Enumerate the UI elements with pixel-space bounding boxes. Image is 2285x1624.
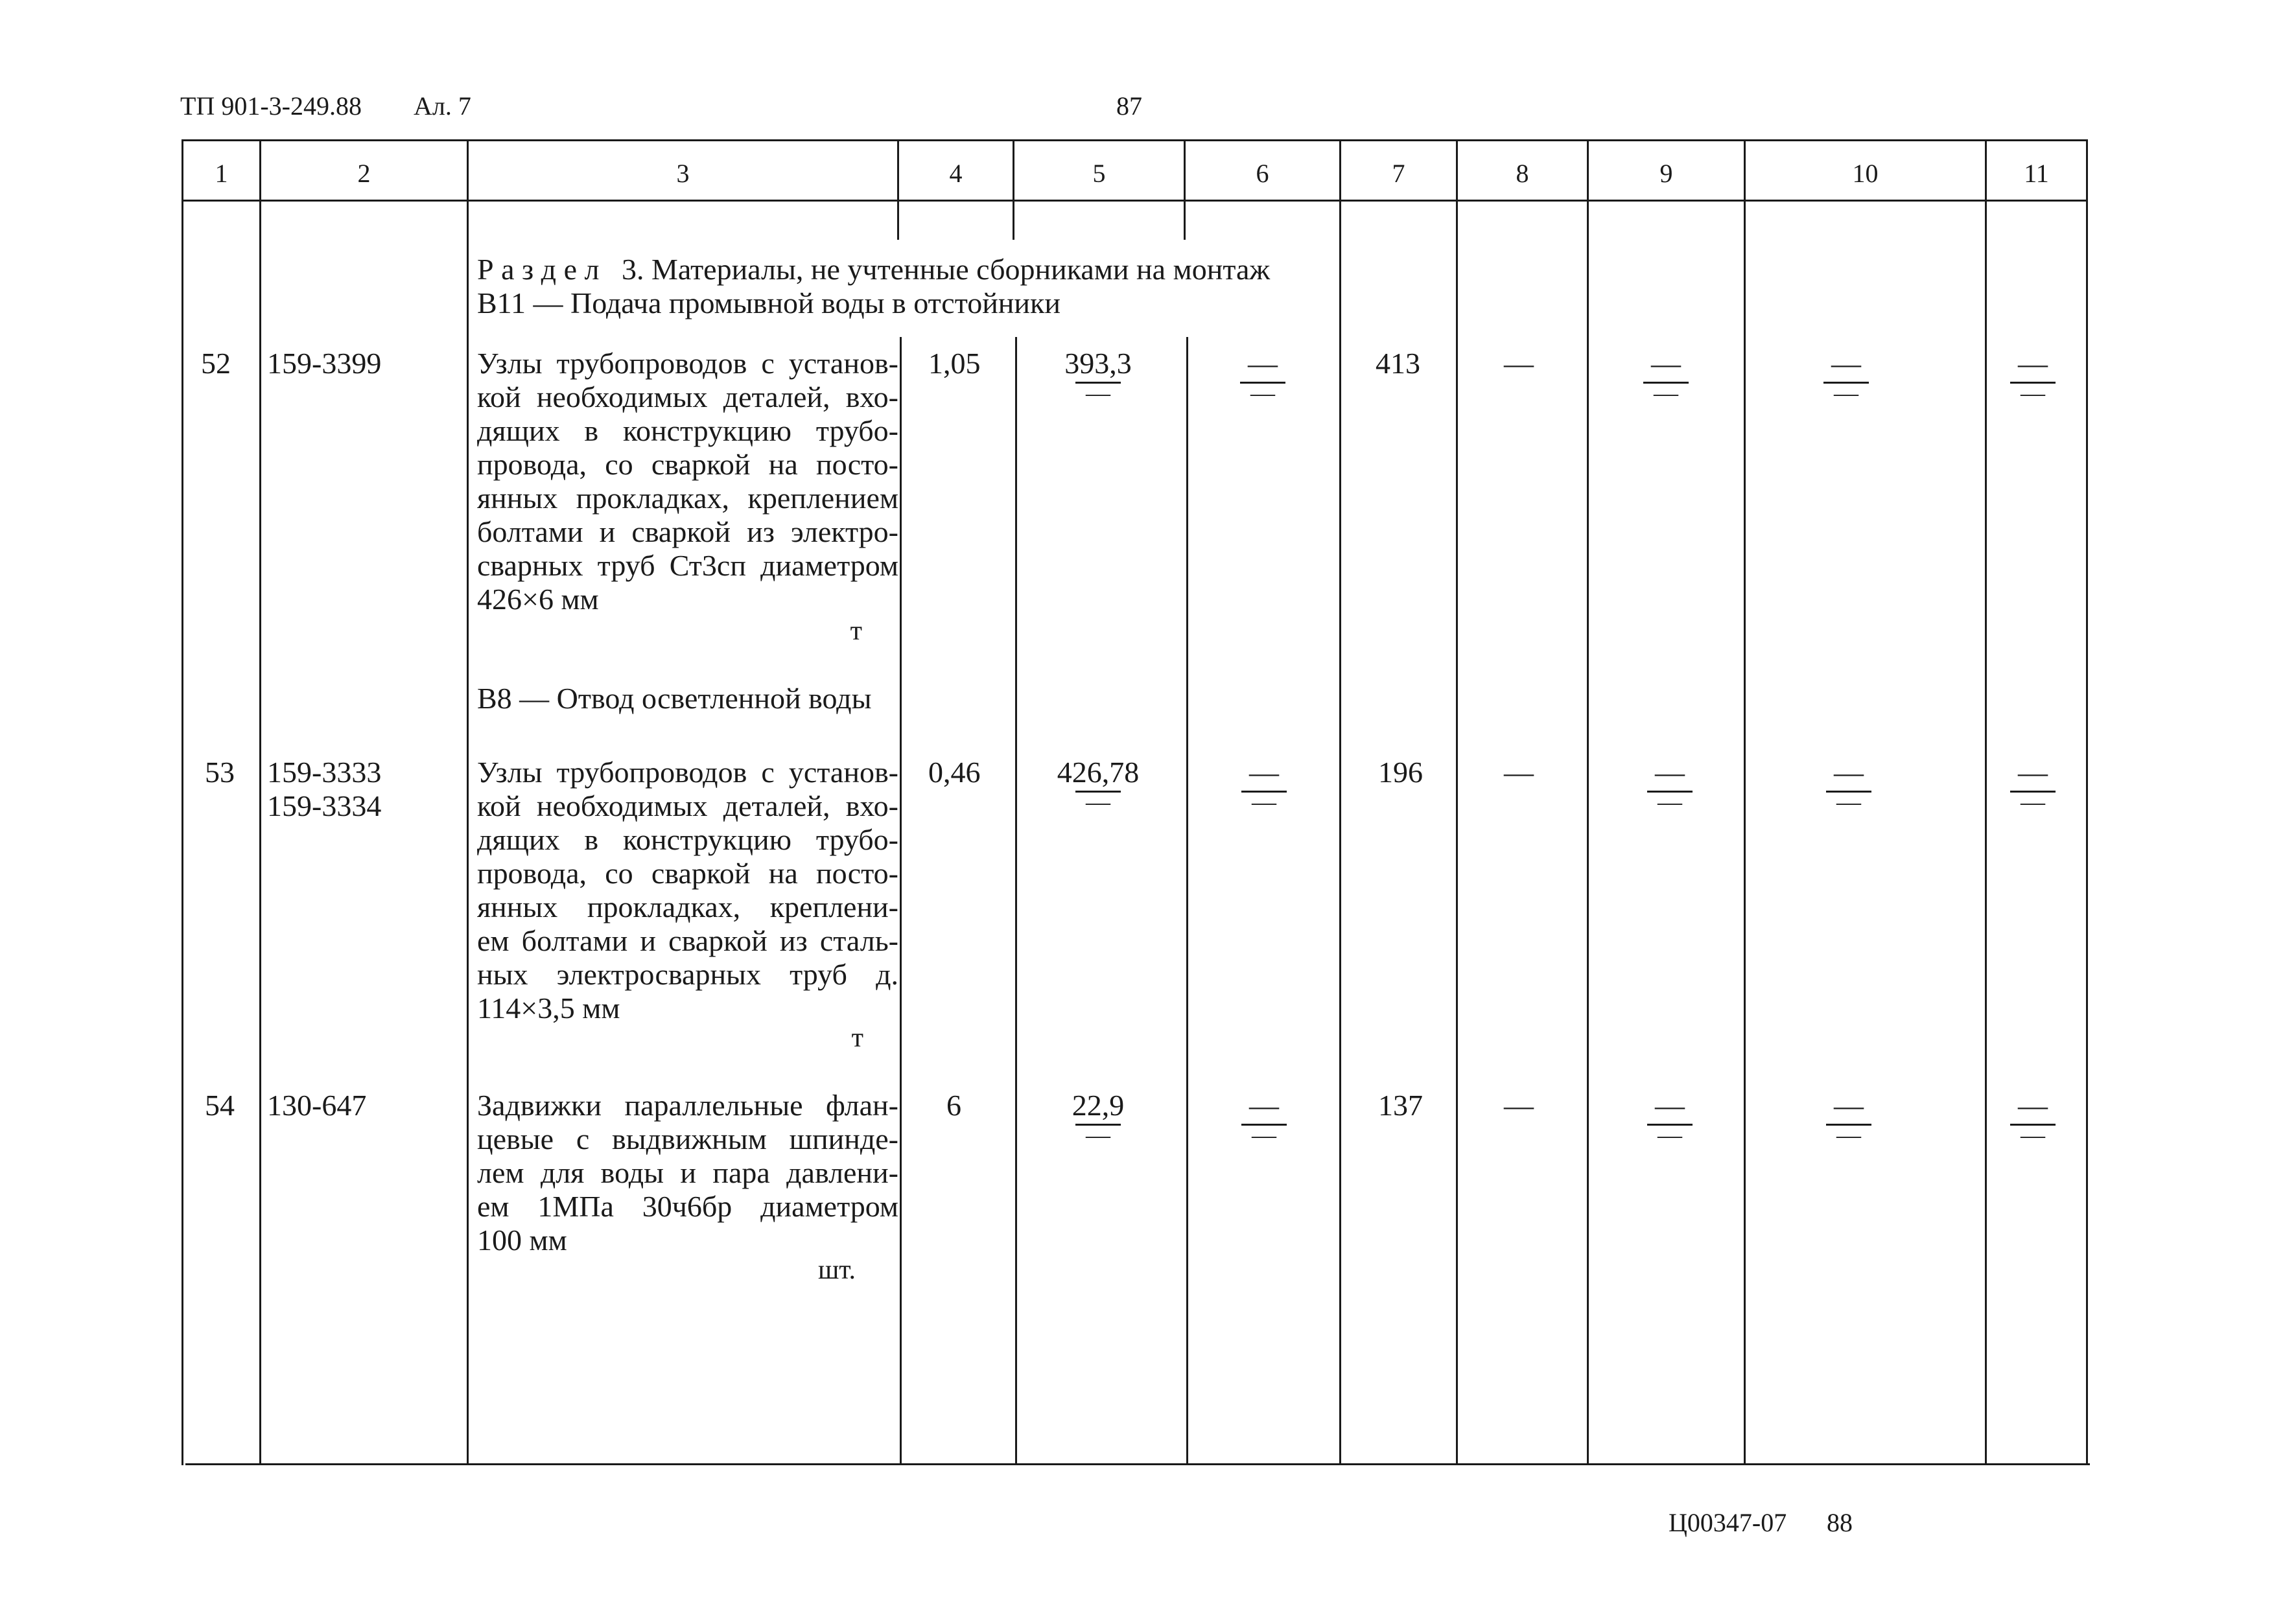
col-line-4a bbox=[1013, 139, 1014, 240]
fraction-numerator: 22,9 bbox=[1072, 1089, 1125, 1122]
table-bottom-border bbox=[185, 1463, 2090, 1465]
fraction-numerator: — bbox=[1651, 347, 1681, 380]
desc-line: ных электросварных труб д. bbox=[477, 958, 898, 991]
col-header-6: 6 bbox=[1256, 159, 1269, 188]
row-col7: 137 bbox=[1378, 1089, 1423, 1122]
desc-line: кой необходимых деталей, вхо- bbox=[477, 789, 898, 822]
col-header-1: 1 bbox=[215, 159, 228, 188]
col-header-7: 7 bbox=[1392, 159, 1405, 188]
row-unit: шт. bbox=[817, 1255, 856, 1285]
fraction-denominator: — bbox=[1252, 1122, 1276, 1149]
fraction-numerator: — bbox=[2018, 1089, 2048, 1122]
doc-code: ТП 901-3-249.88 bbox=[180, 91, 362, 121]
fraction-denominator: — bbox=[1086, 789, 1110, 816]
desc-line: болтами и сваркой из электро- bbox=[477, 515, 898, 548]
col-line-1 bbox=[259, 139, 261, 1465]
col-header-10: 10 bbox=[1852, 159, 1879, 188]
fraction-denominator: — bbox=[2021, 1122, 2045, 1149]
row-number: 53 bbox=[205, 756, 235, 789]
row-col10 bbox=[1797, 756, 1901, 816]
fraction-denominator: — bbox=[1836, 789, 1861, 816]
row-col4: 6 bbox=[946, 1089, 961, 1122]
desc-line: лем для воды и пара давлени- bbox=[477, 1156, 898, 1189]
col-line-8 bbox=[1587, 139, 1589, 1465]
desc-line: Узлы трубопроводов с установ- bbox=[477, 347, 898, 380]
col-line-5a bbox=[1184, 139, 1186, 240]
col-header-8: 8 bbox=[1516, 159, 1529, 188]
fraction-denominator: — bbox=[1658, 789, 1682, 816]
desc-line: ем болтами и сваркой из сталь- bbox=[477, 924, 898, 957]
col-line-0 bbox=[182, 139, 183, 1465]
album-label: Ал. 7 bbox=[414, 91, 471, 121]
row-col7: 413 bbox=[1376, 347, 1420, 380]
fraction-denominator: — bbox=[1086, 1122, 1110, 1149]
row-col5 bbox=[1046, 756, 1150, 816]
row-code-2: 159-3334 bbox=[267, 789, 382, 822]
desc-line: Задвижки параллельные флан- bbox=[477, 1089, 898, 1122]
fraction-numerator: — bbox=[1655, 756, 1685, 789]
row-description bbox=[477, 347, 898, 616]
fraction-denominator: — bbox=[1252, 789, 1276, 816]
desc-line: провода, со сваркой на посто- bbox=[477, 857, 898, 890]
row-col8: — bbox=[1504, 347, 1534, 380]
fraction-denominator: — bbox=[1836, 1122, 1861, 1149]
row-code: 159-3399 bbox=[267, 347, 382, 380]
col-header-9: 9 bbox=[1659, 159, 1673, 188]
fraction-denominator: — bbox=[1086, 380, 1110, 407]
row-col6 bbox=[1212, 1089, 1316, 1149]
fraction-numerator: — bbox=[1834, 756, 1864, 789]
row-number: 54 bbox=[205, 1089, 235, 1122]
desc-line: ем 1МПа 30ч6бр диаметром bbox=[477, 1190, 898, 1223]
section-title: Р а з д е л 3. Материалы, не учтенные сборниками на монтаж bbox=[477, 253, 1271, 286]
row-col9 bbox=[1618, 756, 1722, 816]
footer-code: Ц00347-07 bbox=[1669, 1508, 1787, 1537]
row-col9 bbox=[1618, 1089, 1722, 1149]
row-col5 bbox=[1046, 1089, 1150, 1149]
col-line-6 bbox=[1339, 139, 1341, 1465]
row-col11 bbox=[1981, 347, 2085, 407]
desc-line: 426×6 мм bbox=[477, 583, 599, 616]
row-col6 bbox=[1211, 347, 1315, 407]
row-col4: 1,05 bbox=[928, 347, 981, 380]
row-col5 bbox=[1046, 347, 1150, 407]
fraction-numerator: — bbox=[1834, 1089, 1864, 1122]
row-col8: — bbox=[1504, 756, 1534, 789]
desc-line: сварных труб Ст3сп диаметром bbox=[477, 549, 898, 582]
fraction-numerator: 393,3 bbox=[1064, 347, 1132, 380]
col-header-5: 5 bbox=[1092, 159, 1106, 188]
col-header-4: 4 bbox=[949, 159, 963, 188]
fraction-numerator: — bbox=[2018, 347, 2048, 380]
col-line-7 bbox=[1456, 139, 1458, 1465]
footer-page: 88 bbox=[1827, 1508, 1853, 1537]
row-unit: т bbox=[851, 1023, 863, 1053]
desc-line: 114×3,5 мм bbox=[477, 992, 620, 1025]
col-line-9 bbox=[1744, 139, 1746, 1465]
fraction-denominator: — bbox=[1250, 380, 1275, 407]
row-number: 52 bbox=[201, 347, 231, 380]
fraction-denominator: — bbox=[2021, 789, 2045, 816]
page-number: 87 bbox=[1116, 91, 1142, 121]
desc-line: 100 мм bbox=[477, 1224, 567, 1257]
col-line-3b bbox=[900, 337, 902, 1465]
row-col11 bbox=[1981, 1089, 2085, 1149]
col-line-4b bbox=[1015, 337, 1017, 1465]
row-description bbox=[477, 1089, 898, 1257]
subsection-b8: В8 — Отвод осветленной воды bbox=[477, 682, 872, 715]
col-line-11 bbox=[2086, 139, 2088, 1465]
desc-line: янных прокладках, креплением bbox=[477, 481, 898, 515]
col-line-2 bbox=[467, 139, 469, 1465]
subsection-b11: В11 — Подача промывной воды в отстойники bbox=[477, 286, 1061, 319]
row-col10 bbox=[1794, 347, 1898, 407]
fraction-denominator: — bbox=[1834, 380, 1858, 407]
desc-line: кой необходимых деталей, вхо- bbox=[477, 380, 898, 413]
row-code: 130-647 bbox=[267, 1089, 367, 1122]
desc-line: цевые с выдвижным шпинде- bbox=[477, 1122, 898, 1155]
col-header-3: 3 bbox=[676, 159, 690, 188]
fraction-denominator: — bbox=[1654, 380, 1678, 407]
row-col9 bbox=[1614, 347, 1718, 407]
fraction-numerator: — bbox=[1248, 347, 1278, 380]
row-description bbox=[477, 756, 898, 1025]
row-col10 bbox=[1797, 1089, 1901, 1149]
fraction-numerator: — bbox=[1249, 1089, 1279, 1122]
fraction-denominator: — bbox=[1658, 1122, 1682, 1149]
row-col6 bbox=[1212, 756, 1316, 816]
fraction-numerator: 426,78 bbox=[1057, 756, 1140, 789]
desc-line: провода, со сваркой на посто- bbox=[477, 448, 898, 481]
row-col11 bbox=[1981, 756, 2085, 816]
col-line-3a bbox=[897, 139, 899, 240]
row-col4: 0,46 bbox=[928, 756, 981, 789]
col-header-11: 11 bbox=[2024, 159, 2049, 188]
col-line-5b bbox=[1186, 337, 1188, 1465]
col-header-2: 2 bbox=[357, 159, 371, 188]
desc-line: янных прокладках, креплени- bbox=[477, 890, 898, 923]
row-code: 159-3333 bbox=[267, 756, 382, 789]
fraction-denominator: — bbox=[2021, 380, 2045, 407]
row-col8: — bbox=[1504, 1089, 1534, 1122]
desc-line: дящих в конструкцию трубо- bbox=[477, 823, 898, 856]
fraction-numerator: — bbox=[1655, 1089, 1685, 1122]
row-unit: т bbox=[850, 616, 862, 646]
fraction-numerator: — bbox=[2018, 756, 2048, 789]
desc-line: Узлы трубопроводов с установ- bbox=[477, 756, 898, 789]
fraction-numerator: — bbox=[1249, 756, 1279, 789]
desc-line: дящих в конструкцию трубо- bbox=[477, 414, 898, 447]
fraction-numerator: — bbox=[1831, 347, 1861, 380]
row-col7: 196 bbox=[1378, 756, 1423, 789]
